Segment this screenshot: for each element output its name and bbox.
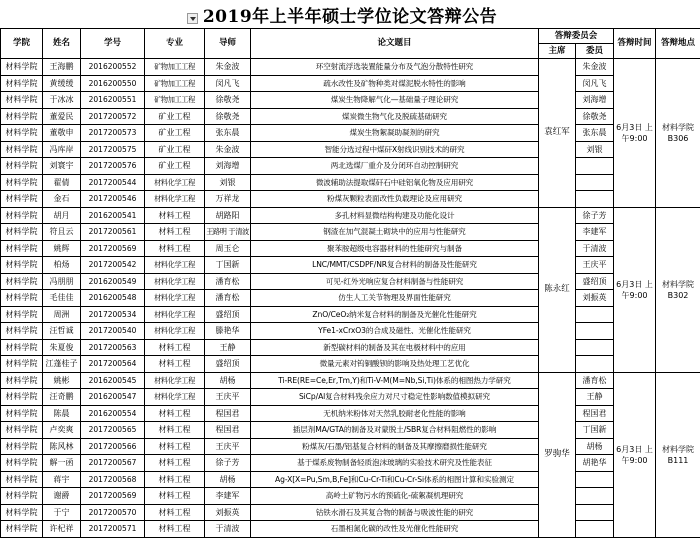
cell-major: 材料化学工程 [145,372,205,389]
cell-thesis: 钴铁水滑石及其复合物的制备与吸波性能的研究 [251,504,539,521]
cell-college: 材料学院 [1,339,43,356]
cell-advisor: 丁国新 [205,257,251,274]
cell-college: 材料学院 [1,372,43,389]
cell-name: 陈风林 [43,438,81,455]
cell-time: 6月3日 上午9:00 [614,372,656,537]
cell-id: 2016200545 [81,372,145,389]
table-row [1,59,700,76]
cell-advisor: 潘育松 [205,273,251,290]
cell-member-empty [576,191,614,208]
cell-id: 2016200551 [81,92,145,109]
cell-major: 矿业工程 [145,108,205,125]
cell-major: 材料工程 [145,356,205,373]
cell-member: 盛绍顶 [576,273,614,290]
cell-college: 材料学院 [1,455,43,472]
table-row [1,207,700,224]
cell-member: 潘育松 [576,372,614,389]
cell-advisor: 王路明 于清波 [205,224,251,241]
cell-name: 胡月 [43,207,81,224]
cell-name: 卢奕爽 [43,422,81,439]
cell-thesis: 新型碳材料的制备及其在电极材料中的应用 [251,339,539,356]
cell-thesis: 可见-红外光响应复合材料制备与性能研究 [251,273,539,290]
cell-name: 谢爵 [43,488,81,505]
cell-advisor: 胡杨 [205,471,251,488]
cell-major: 矿业工程 [145,125,205,142]
table-row [1,455,700,472]
cell-id: 2017200564 [81,356,145,373]
cell-advisor: 程国君 [205,405,251,422]
page-title: 2019年上半年硕士学位论文答辩公告 [0,2,700,27]
cell-major: 材料工程 [145,339,205,356]
cell-thesis: 煤炭微生物气化及脱硫基础研究 [251,108,539,125]
cell-advisor: 刘振英 [205,504,251,521]
table-row [1,108,700,125]
cell-name: 黄缓缓 [43,75,81,92]
cell-place: 材料学院 B111 [656,372,700,537]
table-row [1,323,700,340]
cell-member: 胡杨 [576,438,614,455]
cell-id: 2016200549 [81,273,145,290]
cell-thesis: 基于煤系废物制备轻质泡沫玻璃的实验技术研究及性能表征 [251,455,539,472]
table-body [1,59,700,538]
cell-college: 材料学院 [1,438,43,455]
cell-thesis: 石墨相氮化碳的改性及光催化性能研究 [251,521,539,538]
cell-major: 材料工程 [145,455,205,472]
cell-member-empty [576,488,614,505]
cell-id: 2017200534 [81,306,145,323]
cell-thesis: 粉煤灰颗粒表面改性负载理论及应用研究 [251,191,539,208]
cell-id: 2017200566 [81,438,145,455]
cell-thesis: 仿生人工关节物理及界面性能研究 [251,290,539,307]
cell-major: 矿物加工工程 [145,75,205,92]
cell-thesis: 疏水改性及矿物种类对煤泥脱水特性的影响 [251,75,539,92]
table-row [1,504,700,521]
cell-college: 材料学院 [1,125,43,142]
cell-name: 朱夏俊 [43,339,81,356]
title-row [0,0,700,28]
cell-thesis: SiCp/Al复合材料残余应力对尺寸稳定性影响数值模拟研究 [251,389,539,406]
header-chair: 主席 [539,44,576,59]
cell-id: 2016200552 [81,59,145,76]
cell-member-empty [576,356,614,373]
cell-major: 矿物加工工程 [145,59,205,76]
cell-id: 2017200561 [81,224,145,241]
cell-chair: 罗驹华 [539,372,576,537]
cell-member-empty [576,471,614,488]
cell-id: 2017200576 [81,158,145,175]
cell-time: 6月3日 上午9:00 [614,59,656,208]
cell-thesis: 两北选煤厂重介及分闭环自动控制研究 [251,158,539,175]
cell-id: 2017200546 [81,191,145,208]
table-row [1,471,700,488]
cell-major: 材料化学工程 [145,306,205,323]
cell-name: 刘寰宇 [43,158,81,175]
cell-member: 王静 [576,389,614,406]
cell-name: 许杞祥 [43,521,81,538]
cell-name: 汪奇鹏 [43,389,81,406]
cell-thesis: ZnO/CeO₂纳米复合材料的制备及光催化性能研究 [251,306,539,323]
cell-college: 材料学院 [1,521,43,538]
table-row [1,306,700,323]
cell-place: 材料学院 B302 [656,207,700,372]
table-row [1,389,700,406]
table-row [1,290,700,307]
cell-member: 朱金波 [576,59,614,76]
cell-time: 6月3日 上午9:00 [614,207,656,372]
cell-advisor: 王静 [205,339,251,356]
cell-name: 于冰冰 [43,92,81,109]
cell-major: 矿业工程 [145,141,205,158]
cell-college: 材料学院 [1,405,43,422]
cell-member-empty [576,174,614,191]
cell-advisor: 刘海增 [205,158,251,175]
cell-member-empty [576,504,614,521]
cell-name: 符且云 [43,224,81,241]
cell-name: 冯库岸 [43,141,81,158]
cell-thesis: 环空射流浮选装置能量分布及气泡分散特性研究 [251,59,539,76]
cell-name: 董爱民 [43,108,81,125]
cell-name: 蒋宇 [43,471,81,488]
cell-name: 陈晨 [43,405,81,422]
header-place: 答辩地点 [656,29,700,59]
cell-member-empty [576,306,614,323]
cell-member: 刘银 [576,141,614,158]
cell-college: 材料学院 [1,471,43,488]
cell-major: 材料化学工程 [145,389,205,406]
cell-college: 材料学院 [1,323,43,340]
table-row [1,273,700,290]
cell-thesis: 聚苯胺超级电容器材料的性能研究与制备 [251,240,539,257]
cell-college: 材料学院 [1,389,43,406]
table-row [1,75,700,92]
cell-name: 姚辉 [43,240,81,257]
table-row [1,356,700,373]
cell-major: 材料化学工程 [145,290,205,307]
cell-thesis: 智能分选过程中煤矸X射线识别技术的研究 [251,141,539,158]
cell-advisor: 刘银 [205,174,251,191]
cell-thesis: Ti-RE(RE=Ce,Er,Tm,Y)和Ti-V-M(M=Nb,Si,Ti)体系的相图热力学研究 [251,372,539,389]
cell-member: 闵凡飞 [576,75,614,92]
cell-thesis: YFe1-xCrxO3的合成及磁性、光催化性能研究 [251,323,539,340]
cell-major: 材料工程 [145,488,205,505]
cell-advisor: 程国君 [205,422,251,439]
table-row [1,405,700,422]
table-row [1,488,700,505]
table-row [1,438,700,455]
cell-advisor: 朱金波 [205,141,251,158]
cell-member-empty [576,521,614,538]
cell-advisor: 王庆平 [205,438,251,455]
cell-thesis: 高岭土矿物污水的预硫化-硫絮凝机理研究 [251,488,539,505]
cell-advisor: 万祥龙 [205,191,251,208]
cell-id: 2017200575 [81,141,145,158]
cell-thesis: 无机纳米粉体对天然乳胶耐老化性能的影响 [251,405,539,422]
cell-advisor: 朱金波 [205,59,251,76]
cell-place: 材料学院 B306 [656,59,700,208]
cell-college: 材料学院 [1,224,43,241]
cell-id: 2017200542 [81,257,145,274]
header-major: 专业 [145,29,205,59]
table-row [1,521,700,538]
cell-advisor: 盛绍顶 [205,356,251,373]
cell-member: 李建军 [576,224,614,241]
cell-major: 材料工程 [145,422,205,439]
table-row [1,158,700,175]
cell-major: 材料化学工程 [145,323,205,340]
cell-college: 材料学院 [1,92,43,109]
cell-id: 2017200569 [81,240,145,257]
cell-advisor: 张东晨 [205,125,251,142]
header-thesis: 论文题目 [251,29,539,59]
cell-thesis: 微量元素对钨铜酸钡的影响及热处理工艺优化 [251,356,539,373]
cell-advisor: 滕艳华 [205,323,251,340]
cell-advisor: 王庆平 [205,389,251,406]
cell-major: 矿业工程 [145,158,205,175]
cell-advisor: 盛绍顶 [205,306,251,323]
cell-name: 周洲 [43,306,81,323]
cell-member: 刘振英 [576,290,614,307]
cell-major: 材料工程 [145,224,205,241]
cell-name: 江蓬桂子 [43,356,81,373]
cell-member: 丁国新 [576,422,614,439]
cell-major: 材料工程 [145,405,205,422]
cell-advisor: 李建军 [205,488,251,505]
cell-thesis: 煤炭生物降解气化—基础量子理论研究 [251,92,539,109]
header-advisor: 导师 [205,29,251,59]
cell-advisor: 徐子芳 [205,455,251,472]
cell-chair: 陈永红 [539,207,576,372]
cell-major: 材料化学工程 [145,174,205,191]
header-college: 学院 [1,29,43,59]
cell-name: 于宁 [43,504,81,521]
cell-name: 金石 [43,191,81,208]
cell-college: 材料学院 [1,257,43,274]
cell-member: 胡艳华 [576,455,614,472]
cell-major: 材料化学工程 [145,191,205,208]
cell-college: 材料学院 [1,422,43,439]
cell-id: 2017200563 [81,339,145,356]
cell-college: 材料学院 [1,207,43,224]
table-row [1,339,700,356]
cell-member: 刘海增 [576,92,614,109]
cell-major: 材料工程 [145,504,205,521]
cell-college: 材料学院 [1,306,43,323]
cell-member-empty [576,323,614,340]
defense-schedule-table [0,28,700,538]
cell-advisor: 潘育松 [205,290,251,307]
cell-name: 董敬申 [43,125,81,142]
cell-thesis: Ag-X[X=Pu,Sm,B,Fe]和Cu-Cr-Ti和Cu-Cr-Si体系的相图计算和实验测定 [251,471,539,488]
cell-major: 材料化学工程 [145,257,205,274]
table-row [1,257,700,274]
cell-name: 柏炀 [43,257,81,274]
cell-name: 毛佳佳 [43,290,81,307]
cell-major: 材料化学工程 [145,273,205,290]
cell-college: 材料学院 [1,504,43,521]
cell-thesis: 煤炭生物絮凝助凝剂的研究 [251,125,539,142]
cell-name: 姚彬 [43,372,81,389]
cell-id: 2017200567 [81,455,145,472]
cell-major: 材料工程 [145,207,205,224]
cell-name: 王海鹏 [43,59,81,76]
cell-id: 2017200540 [81,323,145,340]
cell-major: 材料工程 [145,471,205,488]
cell-member-empty [576,339,614,356]
cell-college: 材料学院 [1,75,43,92]
cell-member: 徐敬尧 [576,108,614,125]
table-row [1,240,700,257]
cell-thesis: 粉煤灰/石墨/铝基复合材料的制备及其摩擦磨损性能研究 [251,438,539,455]
cell-college: 材料学院 [1,290,43,307]
cell-college: 材料学院 [1,240,43,257]
cell-college: 材料学院 [1,174,43,191]
header-id: 学号 [81,29,145,59]
cell-member-empty [576,158,614,175]
cell-name: 冯朋朋 [43,273,81,290]
cell-college: 材料学院 [1,59,43,76]
table-row [1,191,700,208]
cell-id: 2017200568 [81,471,145,488]
cell-advisor: 于清波 [205,521,251,538]
cell-advisor: 胡路阳 [205,207,251,224]
cell-advisor: 徐敬尧 [205,108,251,125]
header-name: 姓名 [43,29,81,59]
cell-name: 解一函 [43,455,81,472]
table-row [1,422,700,439]
cell-member: 于清波 [576,240,614,257]
cell-id: 2017200570 [81,504,145,521]
header-member: 委员 [576,44,614,59]
cell-id: 2017200544 [81,174,145,191]
cell-thesis: LNC/MMT/CSDPF/NR复合材料的制备及性能研究 [251,257,539,274]
cell-thesis: 钢渣在加气混凝土砌块中的应用与性能研究 [251,224,539,241]
cell-thesis: 微波辅助法提取煤矸石中硅铝氧化物及应用研究 [251,174,539,191]
cell-thesis: 多孔材料显微结构构建及功能化设计 [251,207,539,224]
cell-college: 材料学院 [1,141,43,158]
cell-advisor: 徐敬尧 [205,92,251,109]
cell-id: 2017200565 [81,422,145,439]
header-committee: 答辩委员会 [539,29,614,44]
cell-id: 2017200571 [81,521,145,538]
cell-major: 材料工程 [145,240,205,257]
cell-member: 王庆平 [576,257,614,274]
cell-name: 汪哲诚 [43,323,81,340]
cell-id: 2016200547 [81,389,145,406]
cell-name: 翟倩 [43,174,81,191]
cell-member: 程国君 [576,405,614,422]
cell-member: 徐子芳 [576,207,614,224]
cell-college: 材料学院 [1,158,43,175]
table-row [1,125,700,142]
cell-advisor: 周玉仑 [205,240,251,257]
cell-id: 2016200554 [81,405,145,422]
cell-id: 2016200548 [81,290,145,307]
cell-college: 材料学院 [1,191,43,208]
cell-major: 材料工程 [145,438,205,455]
cell-major: 材料工程 [145,521,205,538]
cell-college: 材料学院 [1,108,43,125]
cell-chair: 袁红军 [539,59,576,208]
table-row [1,224,700,241]
cell-advisor: 闵凡飞 [205,75,251,92]
cell-id: 2016200541 [81,207,145,224]
cell-thesis: 插层剂MA/GTA的制备及对蒙脱土/SBR复合材料阻燃性的影响 [251,422,539,439]
cell-id: 2017200572 [81,108,145,125]
cell-member: 张东晨 [576,125,614,142]
cell-college: 材料学院 [1,488,43,505]
cell-college: 材料学院 [1,356,43,373]
table-row [1,92,700,109]
cell-id: 2017200573 [81,125,145,142]
cell-college: 材料学院 [1,273,43,290]
cell-id: 2017200569 [81,488,145,505]
table-row [1,141,700,158]
header-time: 答辩时间 [614,29,656,59]
cell-major: 矿物加工工程 [145,92,205,109]
table-row [1,174,700,191]
table-row [1,372,700,389]
cell-advisor: 胡杨 [205,372,251,389]
cell-id: 2016200550 [81,75,145,92]
